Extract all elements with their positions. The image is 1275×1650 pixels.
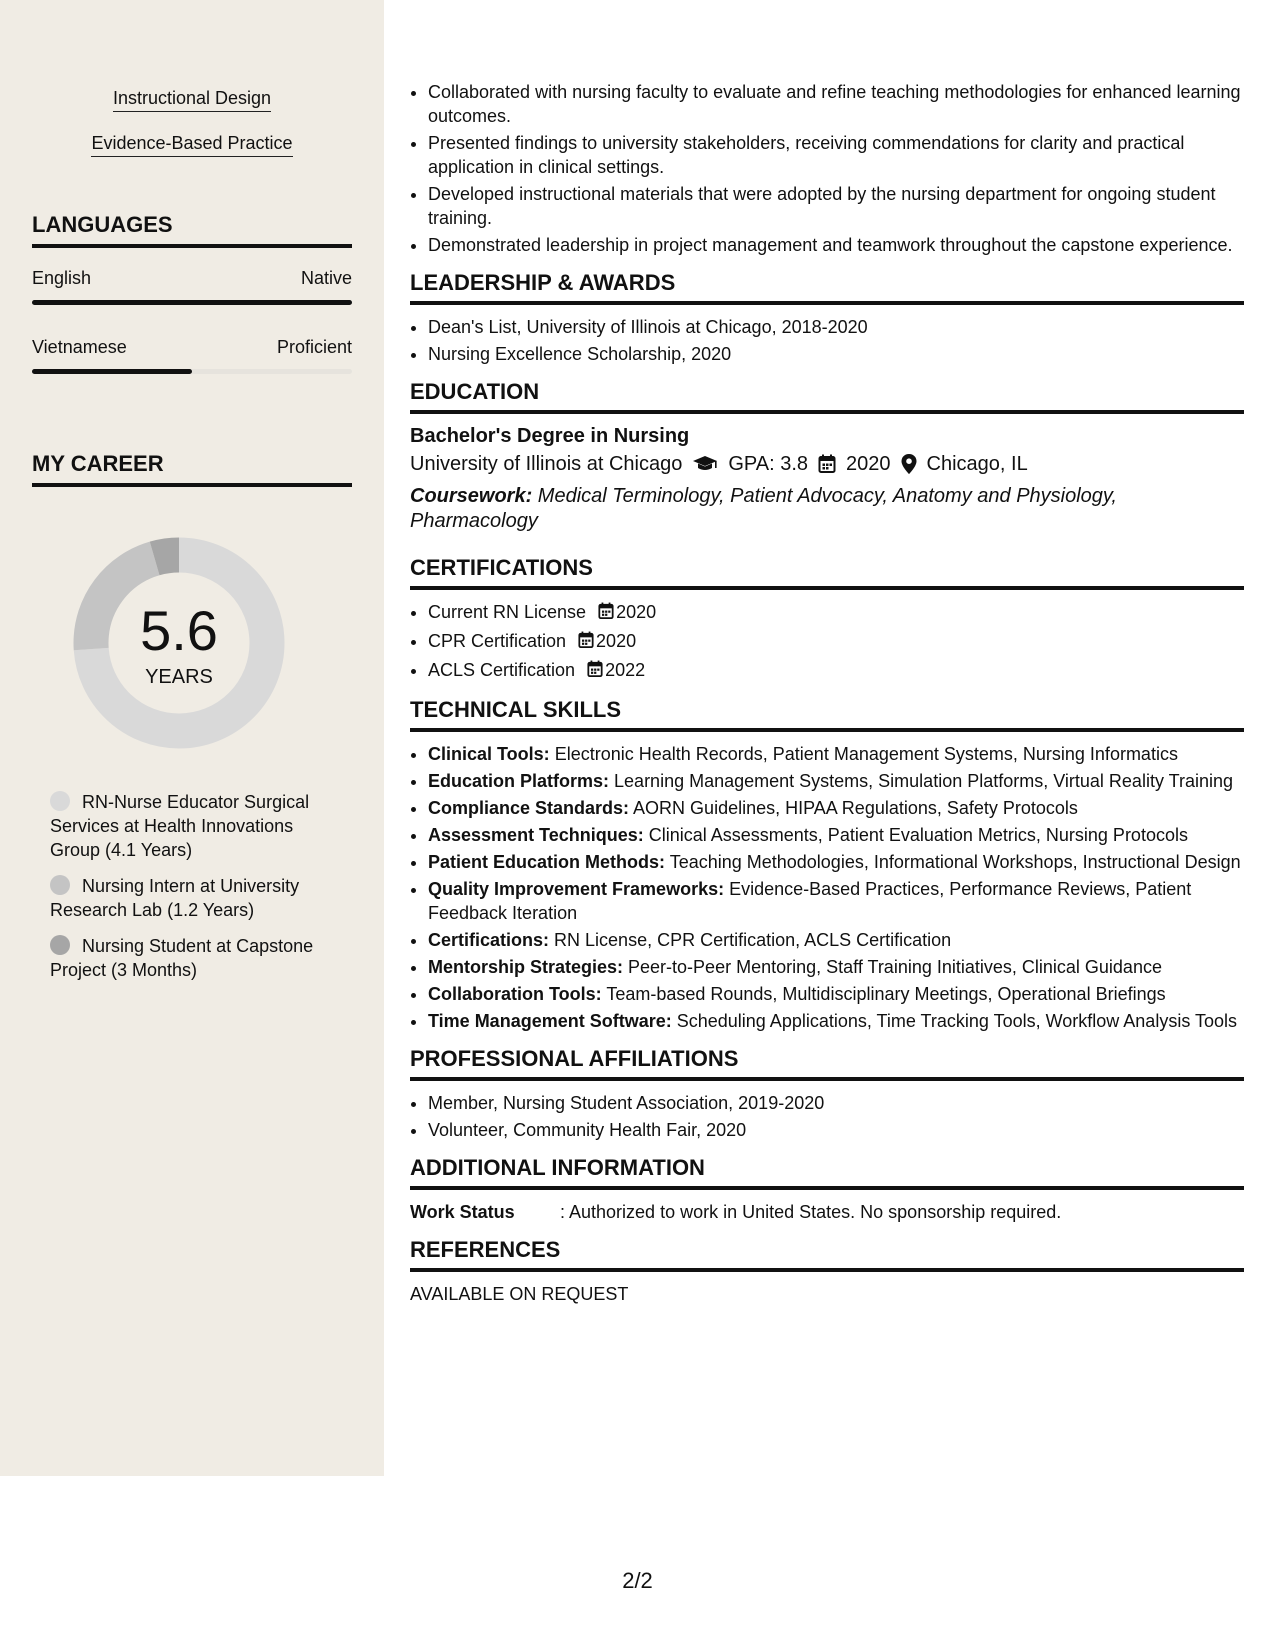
list-item [428,600,1244,626]
cert-year: 2020 [596,631,637,651]
coursework [410,484,1244,534]
skill-values: Learning Management Systems, Simulation Platforms, Virtual Reality Training [609,771,1233,791]
career-unit: YEARS [145,666,213,688]
skill-values: Peer-to-Peer Mentoring, Staff Training Initiatives, Clinical Guidance [623,957,1162,977]
skill-label: Evidence-Based Practice [91,133,292,157]
page-number: 2/2 [622,1568,653,1593]
graduation-year: 2020 [846,453,891,475]
career-legend-item [50,790,340,862]
list-item [428,769,1244,793]
language-proficiency-bar [32,369,352,374]
list-item [428,877,1244,925]
skill-category: Patient Education Methods: [428,852,666,872]
career-donut-chart [66,530,292,756]
list-item: • Demonstrated leadership in project management and teamwork throughout the capstone experience. [428,233,1244,257]
list-item: • Presented findings to university stakeholders, receiving commendations for clarity and practical application in clinical settings. [428,131,1244,179]
calendar-icon [598,602,614,626]
technical-skills-heading: TECHNICAL SKILLS [410,698,1244,732]
career-legend [50,790,340,994]
language-level: Proficient [276,337,352,357]
list-item: • Volunteer, Community Health Fair, 2020 [428,1118,1244,1142]
skill-category: Compliance Standards: [428,798,630,818]
career-total: 5.6 [140,599,218,662]
skill-values: Team-based Rounds, Multidisciplinary Meetings, Operational Briefings [601,984,1166,1004]
career-legend-label: RN-Nurse Educator Surgical Services at Health Innovations Group (4.1 Years) [50,792,310,860]
work-status-row [410,1200,1244,1224]
skill-category: Mentorship Strategies: [428,957,624,977]
legend-dot [50,875,70,895]
leadership-list [410,315,1244,366]
language-name: Vietnamese [32,337,127,357]
skill-category: Clinical Tools: [428,744,550,764]
skill-values: Clinical Assessments, Patient Evaluation Metrics, Nursing Protocols [643,825,1188,845]
skill-label: Instructional Design [113,88,271,112]
references-text: AVAILABLE ON REQUEST [410,1284,629,1304]
sidebar [0,0,384,1476]
legend-dot [50,791,70,811]
skill-values: Evidence-Based Practices, Performance Reviews, Patient Feedback Iteration [428,879,1192,923]
list-item: • Nursing Excellence Scholarship, 2020 [428,342,1244,366]
location-pin-icon [901,454,917,474]
language-row [32,337,352,358]
language-name: English [32,268,92,288]
affiliations-list [410,1091,1244,1142]
skill-tag [32,133,352,154]
list-item [428,850,1244,874]
language-row [32,268,352,289]
list-item [428,1009,1244,1033]
skill-category: Certifications: [428,930,550,950]
main-content [410,80,1244,1306]
coursework-list: Medical Terminology, Patient Advocacy, Anatomy and Physiology, Pharmacology [410,485,1117,532]
list-item [428,742,1244,766]
skill-category: Time Management Software: [428,1011,672,1031]
skill-values: AORN Guidelines, HIPAA Regulations, Safety Protocols [629,798,1078,818]
references-heading: REFERENCES [410,1238,1244,1272]
list-item [428,928,1244,952]
list-item [428,982,1244,1006]
gpa: GPA: 3.8 [728,453,809,475]
languages-heading: LANGUAGES [32,212,352,248]
skill-category: Assessment Techniques: [428,825,644,845]
graduation-cap-icon [692,455,718,473]
work-status-value: : Authorized to work in United States. No sponsorship required. [560,1202,1062,1222]
cert-year: 2020 [616,602,657,622]
list-item: • Dean's List, University of Illinois at Chicago, 2018-2020 [428,315,1244,339]
language-proficiency-fill [32,369,192,374]
skill-values: Scheduling Applications, Time Tracking Tools, Workflow Analysis Tools [671,1011,1238,1031]
cert-name: CPR Certification [428,631,567,651]
list-item: • Developed instructional materials that were adopted by the nursing department for ongoing student training. [428,182,1244,230]
degree-title: Bachelor's Degree in Nursing [410,425,690,447]
additional-info-heading: ADDITIONAL INFORMATION [410,1156,1244,1190]
calendar-icon [818,454,836,474]
leadership-heading: LEADERSHIP & AWARDS [410,271,1244,305]
school-location: Chicago, IL [926,453,1028,475]
list-item [428,955,1244,979]
work-status-label: Work Status [410,1202,515,1222]
skill-category: Education Platforms: [428,771,610,791]
skill-values: RN License, CPR Certification, ACLS Certification [549,930,952,950]
language-proficiency-bar [32,300,352,305]
skill-values: Teaching Methodologies, Informational Workshops, Instructional Design [665,852,1241,872]
list-item [428,823,1244,847]
career-legend-item [50,934,340,982]
legend-dot [50,935,70,955]
certifications-heading: CERTIFICATIONS [410,556,1244,590]
career-heading: MY CAREER [32,451,352,487]
language-level: Native [300,268,352,288]
career-legend-label: Nursing Student at Capstone Project (3 Months) [50,936,314,980]
education-heading: EDUCATION [410,380,1244,414]
career-legend-item [50,874,340,922]
list-item [428,658,1244,684]
technical-skills-list [410,742,1244,1033]
career-legend-label: Nursing Intern at University Research Lab (1.2 Years) [50,876,300,920]
skill-category: Quality Improvement Frameworks: [428,879,725,899]
cert-name: ACLS Certification [428,660,576,680]
language-proficiency-fill [32,300,352,305]
skill-category: Collaboration Tools: [428,984,602,1004]
education-details [410,452,1244,476]
certifications-list [410,600,1244,684]
school-name: University of Illinois at Chicago [410,453,683,475]
cert-year: 2022 [605,660,646,680]
coursework-label: Coursework: [410,485,533,507]
list-item [428,796,1244,820]
cert-name: Current RN License [428,602,587,622]
experience-bullets [410,80,1244,257]
list-item: • Collaborated with nursing faculty to evaluate and refine teaching methodologies for enhanced learning outcomes. [428,80,1244,128]
skill-tag [32,88,352,109]
calendar-icon [587,660,603,684]
affiliations-heading: PROFESSIONAL AFFILIATIONS [410,1047,1244,1081]
calendar-icon [578,631,594,655]
list-item [428,629,1244,655]
skill-values: Electronic Health Records, Patient Management Systems, Nursing Informatics [549,744,1178,764]
list-item: • Member, Nursing Student Association, 2019-2020 [428,1091,1244,1115]
